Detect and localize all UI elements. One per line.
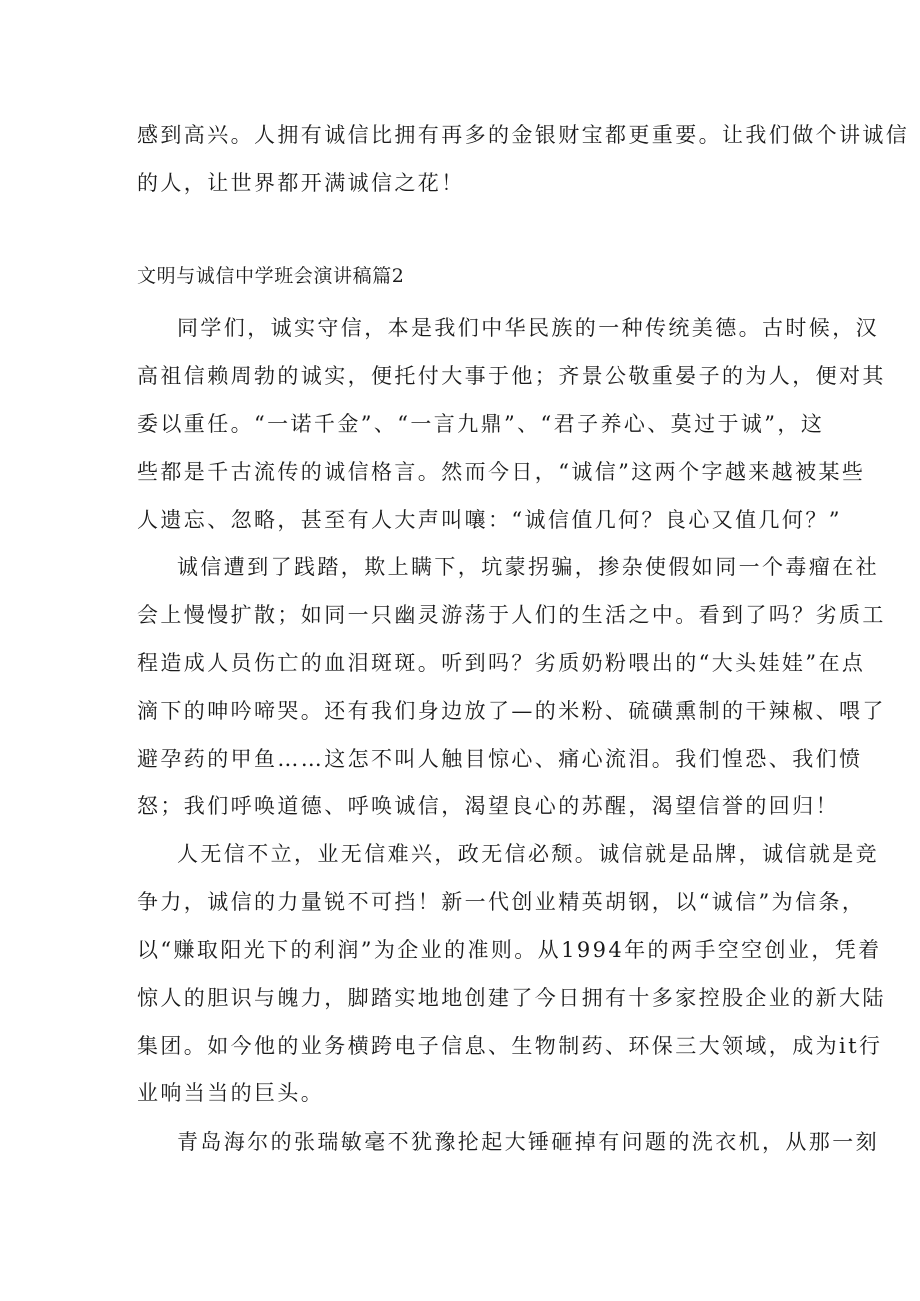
paragraph-3-line-5: 集团。如今他的业务横跨电子信息、生物制药、环保三大领域，成为it行 — [137, 1034, 883, 1058]
paragraph-2-line-1: 诚信遭到了践踏，欺上瞒下，坑蒙拐骗，掺杂使假如同一个毒瘤在社 — [177, 555, 879, 579]
continuation-line-1: 感到高兴。人拥有诚信比拥有再多的金银财宝都更重要。让我们做个讲诚信 — [137, 123, 910, 147]
continuation-line-2: 的人，让世界都开满诚信之花！ — [137, 171, 465, 195]
paragraph-2-line-5: 避孕药的甲鱼……这怎不叫人触目惊心、痛心流泪。我们惶恐、我们愤 — [137, 747, 863, 771]
paragraph-4-line-1: 青岛海尔的张瑞敏毫不犹豫抡起大锤砸掉有问题的洗衣机，从那一刻 — [177, 1130, 879, 1154]
paragraph-3-line-2: 争力，诚信的力量锐不可挡！新一代创业精英胡钢，以“诚信”为信条， — [137, 890, 866, 914]
paragraph-3-line-6: 业响当当的巨头。 — [137, 1081, 325, 1105]
paragraph-1-line-4: 些都是千古流传的诚信格言。然而今日，“诚信”这两个字越来越被某些 — [137, 460, 866, 484]
paragraph-3-line-1: 人无信不立，业无信难兴，政无信必颓。诚信就是品牌，诚信就是竞 — [177, 842, 879, 866]
paragraph-1-line-1: 同学们，诚实守信，本是我们中华民族的一种传统美德。古时候，汉 — [177, 316, 879, 340]
paragraph-3-line-3: 以“赚取阳光下的利润”为企业的准则。从1994年的两手空空创业，凭着 — [137, 938, 882, 962]
paragraph-2-line-4: 滴下的呻吟啼哭。还有我们身边放了—的米粉、硫磺熏制的干辣椒、喂了 — [137, 699, 886, 723]
paragraph-2-line-6: 怒；我们呼唤道德、呼唤诚信，渴望良心的苏醒，渴望信誉的回归！ — [137, 794, 839, 818]
paragraph-1-line-2: 高祖信赖周勃的诚实，便托付大事于他；齐景公敬重晏子的为人，便对其 — [137, 364, 886, 388]
paragraph-2-line-2: 会上慢慢扩散；如同一只幽灵游荡于人们的生活之中。看到了吗？劣质工 — [137, 603, 886, 627]
paragraph-2-line-3: 程造成人员伤亡的血泪斑斑。听到吗？劣质奶粉喂出的“大头娃娃”在点 — [137, 651, 866, 675]
section-heading: 文明与诚信中学班会演讲稿篇2 — [137, 265, 405, 287]
paragraph-1-line-3: 委以重任。“一诺千金”、“一言九鼎”、“君子养心、莫过于诚”，这 — [137, 412, 825, 436]
paragraph-1-line-5: 人遗忘、忽略，甚至有人大声叫嚷：“诚信值几何？良心又值几何？” — [137, 508, 842, 532]
paragraph-3-line-4: 惊人的胆识与魄力，脚踏实地地创建了今日拥有十多家控股企业的新大陆 — [137, 986, 886, 1010]
